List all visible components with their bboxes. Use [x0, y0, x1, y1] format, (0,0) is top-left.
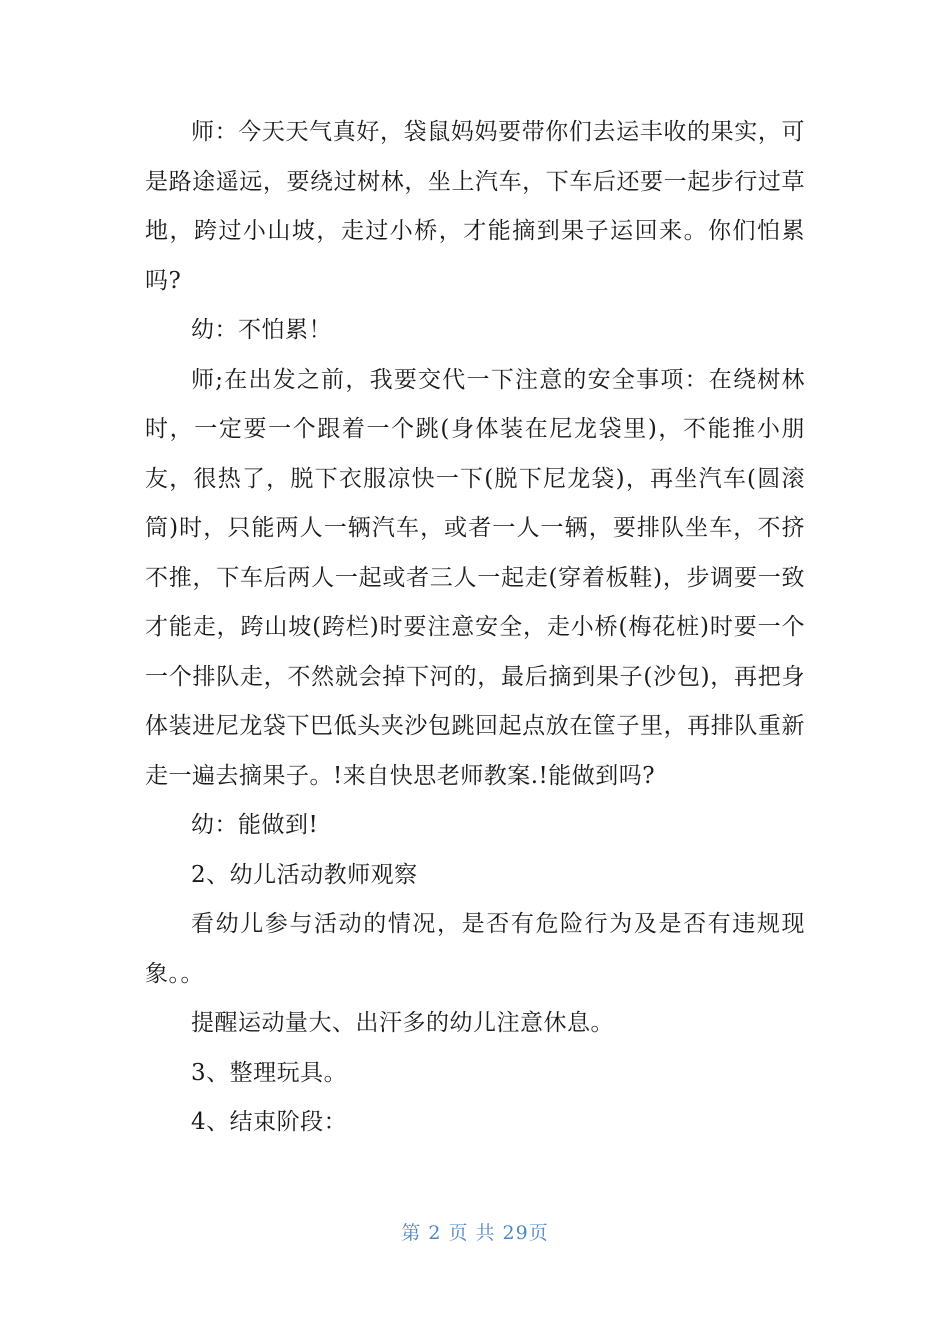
paragraph-teacher-intro: 师：今天天气真好，袋鼠妈妈要带你们去运丰收的果实，可是路途遥远，要绕过树林，坐上汽车，下车后还要一起步行过草地，跨过小山坡，走过小桥，才能摘到果子运回来。你们怕累吗? — [145, 119, 805, 294]
document-body — [145, 108, 805, 1148]
paragraph-children-reply-2: 幼：能做到! — [191, 812, 319, 838]
paragraph-children-reply-1: 幼：不怕累！ — [191, 317, 332, 343]
heading-step-4: 4、结束阶段： — [191, 1109, 348, 1135]
paragraph-observation: 看幼儿参与活动的情况，是否有危险行为及是否有违规现象。。 — [145, 911, 805, 987]
page-number-footer: 第 2 页 共 29页 — [401, 1222, 549, 1244]
paragraph-rest-reminder: 提醒运动量大、出汗多的幼儿注意休息。 — [191, 1010, 614, 1036]
paragraph-safety-instructions: 师;在出发之前，我要交代一下注意的安全事项：在绕树林时，一定要一个跟着一个跳(身体装在尼龙袋里)，不能推小朋友，很热了，脱下衣服凉快一下(脱下尼龙袋)，再坐汽车(圆滚筒)时，只能两人一辆汽车，或者一人一辆，要排队坐车，不挤不推，下车后两人一起或者三人一起走(穿着板鞋)，步调要一致才能走，跨山坡(跨栏)时要注意安全，走小桥(梅花桩)时要一个一个排队走，不然就会掉下河的，最后摘到果子(沙包)，再把身体装进尼龙袋下巴低头夹沙包跳回起点放在筐子里，再排队重新走一遍去摘果子。!来自快思老师教案.!能做到吗? — [145, 366, 805, 789]
heading-step-3: 3、整理玩具。 — [191, 1059, 348, 1086]
heading-step-2: 2、幼儿活动教师观察 — [191, 861, 418, 888]
